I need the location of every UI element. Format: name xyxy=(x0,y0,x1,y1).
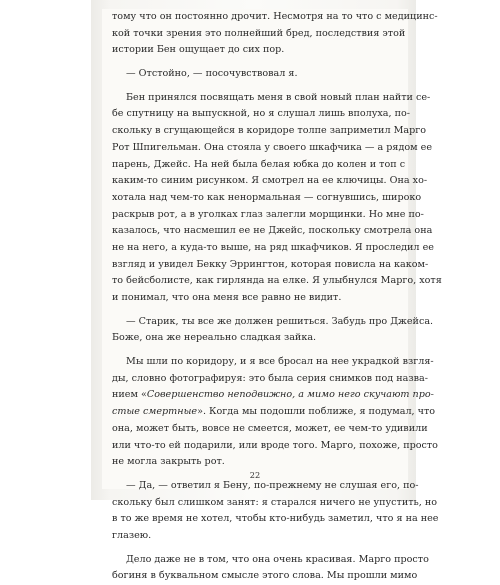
paragraph xyxy=(112,552,429,585)
text-line: глазею. xyxy=(112,529,152,541)
text-line: — Старик, ты все же должен решиться. Забудь про Джейса. xyxy=(126,315,434,327)
text-line: кой точки зрения это полнейший бред, последствия этой xyxy=(112,27,406,39)
paragraph xyxy=(112,314,434,347)
page-number: 22 xyxy=(249,470,261,480)
book-page xyxy=(102,9,442,582)
text-line: Мы шли по коридору, и я все бросал на нее украдкой взгля- xyxy=(126,356,434,368)
text-line: стые смертные». Когда мы подошли поближе, я подумал, что xyxy=(112,406,436,418)
text-line: Рот Шпигельман. Она стояла у своего шкафчика — а рядом ее xyxy=(112,141,432,153)
text-line: скольку в сгущающейся в коридоре толпе заприметил Марго xyxy=(112,125,427,137)
text-line: парень, Джейс. На ней была белая юбка до колен и топ с xyxy=(112,158,406,170)
text-block xyxy=(112,9,442,585)
text-line: или что-то ей подарили, или вроде того. Марго, похоже, просто xyxy=(112,439,438,451)
text-line: казалось, что насмешил ее не Джейс, поскольку смотрела она xyxy=(112,225,433,237)
text-line: истории Бен ощущает до сих пор. xyxy=(112,44,285,56)
text-line: хотала над чем-то как ненормальная — согнувшись, широко xyxy=(112,191,422,203)
text-line: Боже, она же нереально сладкая зайка. xyxy=(112,332,317,344)
text-line: скольку был слишком занят: я старался ничего не упустить, но xyxy=(112,496,438,508)
paragraph xyxy=(112,354,438,471)
text-line: богиня в буквальном смысле этого слова. Мы прошли мимо xyxy=(112,570,418,582)
text-line: в то же время не хотел, чтобы кто-нибудь заметил, что я на нее xyxy=(112,513,439,525)
text-line: не на него, а куда-то выше, на ряд шкафчиков. Я проследил ее xyxy=(112,241,434,253)
paragraph xyxy=(112,66,398,83)
text-line: тому что он постоянно дрочит. Несмотря на то что с медицинс- xyxy=(112,11,438,22)
text-line: то бейсболисте, как гирлянда на елке. Я улыбнулся Марго, хотя xyxy=(112,275,442,287)
text-line: она, может быть, вовсе не смеется, может, ее чем-то удивили xyxy=(112,422,428,434)
text-line: и понимал, что она меня все равно не видит. xyxy=(112,292,342,303)
text-line: не могла закрыть рот. xyxy=(112,456,225,468)
text-line: раскрыв рот, а в уголках глаз залегли морщинки. Но мне по- xyxy=(112,208,424,220)
paragraph xyxy=(112,478,439,545)
text-line: взгляд и увидел Бекку Эррингтон, которая повисла на каком- xyxy=(112,258,429,270)
text-line: — Да, — ответил я Бену, по-прежнему не слушая его, по- xyxy=(126,479,419,491)
paragraph xyxy=(112,9,438,59)
paragraph xyxy=(112,90,442,307)
text-line: ды, словно фотографируя: это была серия снимков под назва- xyxy=(112,372,428,384)
text-line: каким-то синим рисунком. Я смотрел на ее ключицы. Она хо- xyxy=(112,175,428,187)
text-line: Бен принялся посвящать меня в свой новый план найти се- xyxy=(126,91,431,103)
text-line: — Отстойно, — посочувствовал я. xyxy=(126,68,298,80)
text-line: Дело даже не в том, что она очень красивая. Марго просто xyxy=(126,553,429,565)
text-line: нием «Совершенство неподвижно, а мимо него скучают про- xyxy=(112,389,434,401)
text-line: бе спутницу на выпускной, но я слушал лишь вполуха, по- xyxy=(112,108,410,120)
